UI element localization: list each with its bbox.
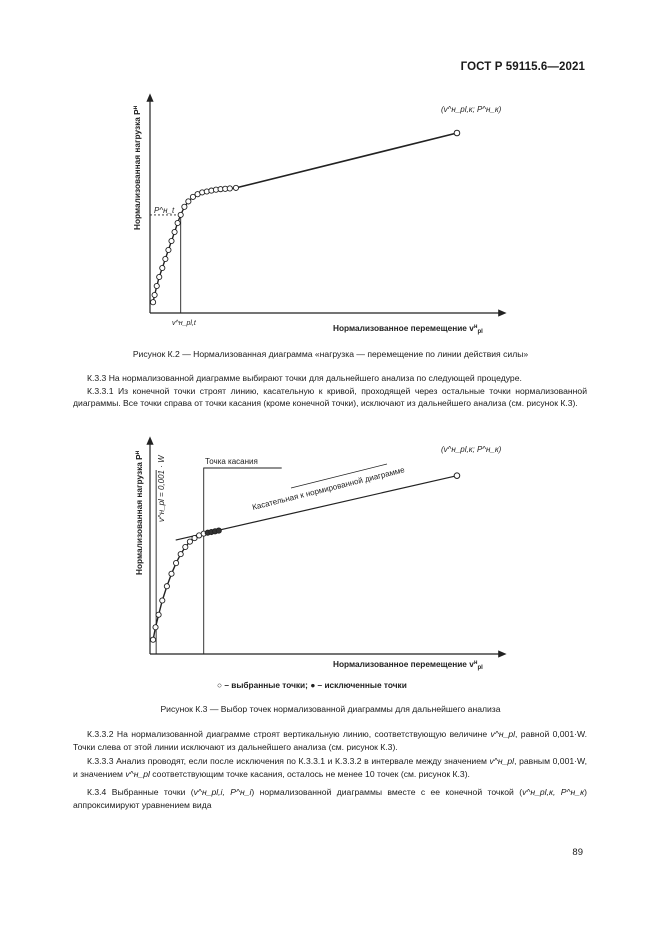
paragraph-k332: К.3.3.2 На нормализованной диаграмме строят вертикальную линию, соответствующую величине v^н_pl, равной 0,001·W. Точки слева от этой линии исключают из дальнейшего анализа (см. рисунок К.3). <box>73 729 587 752</box>
k3-selected-point <box>178 552 183 557</box>
document-code: ГОСТ Р 59115.6—2021 <box>460 61 585 73</box>
k3-y-axis-label: Нормализованная нагрузка $P^н$ <box>134 450 144 575</box>
k3-end-point <box>454 473 460 479</box>
k3-selected-point <box>150 637 155 642</box>
paragraph-k333: К.3.3.3 Анализ проводят, если после исключения по К.3.3.1 и К.3.3.2 в интервале между значением v^н_pl, равным 0,001·W, и значением v^н_pl соответствующим точке касания, осталось не менее 10 точек (см. рисунок К.3). <box>73 756 588 779</box>
k2-y-axis-label: Нормализованная нагрузка $P^н$ <box>132 105 142 230</box>
paragraph-k33 <box>73 372 587 410</box>
k3-legend: ○ – выбранные точки; ● – исключенные точки <box>217 680 407 690</box>
figure-k2-caption: Рисунок К.2 — Нормализованная диаграмма «нагрузка — перемещение по линии действия силы» <box>132 349 529 359</box>
k3-selected-point <box>169 571 174 576</box>
k3-selected-point <box>164 584 169 589</box>
k3-selected-point <box>156 612 161 617</box>
k2-data-point <box>154 283 159 288</box>
paragraph-k34: К.3.4 Выбранные точки (v^н_pl,i, P^н_i) нормализованной диаграммы вместе с ее конечной точкой (v^н_pl,к, P^н_к) аппроксимируют уравнением вида <box>73 787 587 810</box>
figure-k3-chart <box>125 430 515 698</box>
paragraph-k33-2: К.3.3.1 Из конечной точки строят линию, касательную к кривой, проходящей через остальные точки нормализованной диаграммы. Все точки справа от точки касания (кроме конечной точки), исключают из дальнейшего анализа (см. рисунок К.3). <box>73 385 587 409</box>
k2-tangent-disp-label: v^н_pl,t <box>172 320 196 327</box>
k3-tangent-point-leader <box>204 468 282 654</box>
k2-data-point <box>150 300 155 305</box>
k2-data-point <box>169 238 174 243</box>
k2-data-point <box>178 212 183 217</box>
k2-data-point <box>157 274 162 279</box>
k2-data-point <box>175 220 180 225</box>
k3-tangent-line-label: Касательная к нормированной диаграмме <box>251 465 406 512</box>
k2-data-point <box>186 199 191 204</box>
k2-tangent-point-label: P^н_t <box>154 206 175 215</box>
k2-data-point <box>182 204 187 209</box>
k3-selected-point <box>153 625 158 630</box>
k2-endpoint-label: (v^н_pl,к; P^н_к) <box>441 105 502 114</box>
k2-data-point <box>233 185 238 190</box>
figure-k3-caption: Рисунок К.3 — Выбор точек нормализованной диаграммы для дальнейшего анализа <box>160 704 501 714</box>
k2-data-point <box>160 265 165 270</box>
k3-selected-point <box>187 539 192 544</box>
k2-data-point <box>172 229 177 234</box>
k2-x-axis-label: Нормализованное перемещение $v^н_{pl}$ <box>333 323 483 335</box>
k3-tangent-point-label: Точка касания <box>205 457 258 466</box>
page-number: 89 <box>572 847 583 858</box>
k3-endpoint-label: (v^н_pl,к; P^н_к) <box>441 445 502 454</box>
paragraph-k33-1: К.3.3 На нормализованной диаграмме выбирают точки для дальнейшего анализа по следующей процедуре. <box>87 373 522 383</box>
k3-selected-point <box>183 544 188 549</box>
k2-data-point <box>227 186 232 191</box>
k2-end-point <box>454 130 460 136</box>
k2-linear-segment <box>236 133 457 188</box>
figure-k2-chart <box>125 85 515 335</box>
k3-selected-point <box>173 560 178 565</box>
k3-excluded-point <box>216 528 221 533</box>
k2-data-point <box>152 292 157 297</box>
k3-vertical-line-label: v^н_pl = 0,001 · W <box>157 455 166 522</box>
k2-data-point <box>166 247 171 252</box>
k3-x-axis-label: Нормализованное перемещение $v^н_{pl}$ <box>333 659 483 671</box>
k2-data-point <box>163 256 168 261</box>
k3-selected-point <box>160 598 165 603</box>
paragraphs-bottom <box>73 728 587 812</box>
